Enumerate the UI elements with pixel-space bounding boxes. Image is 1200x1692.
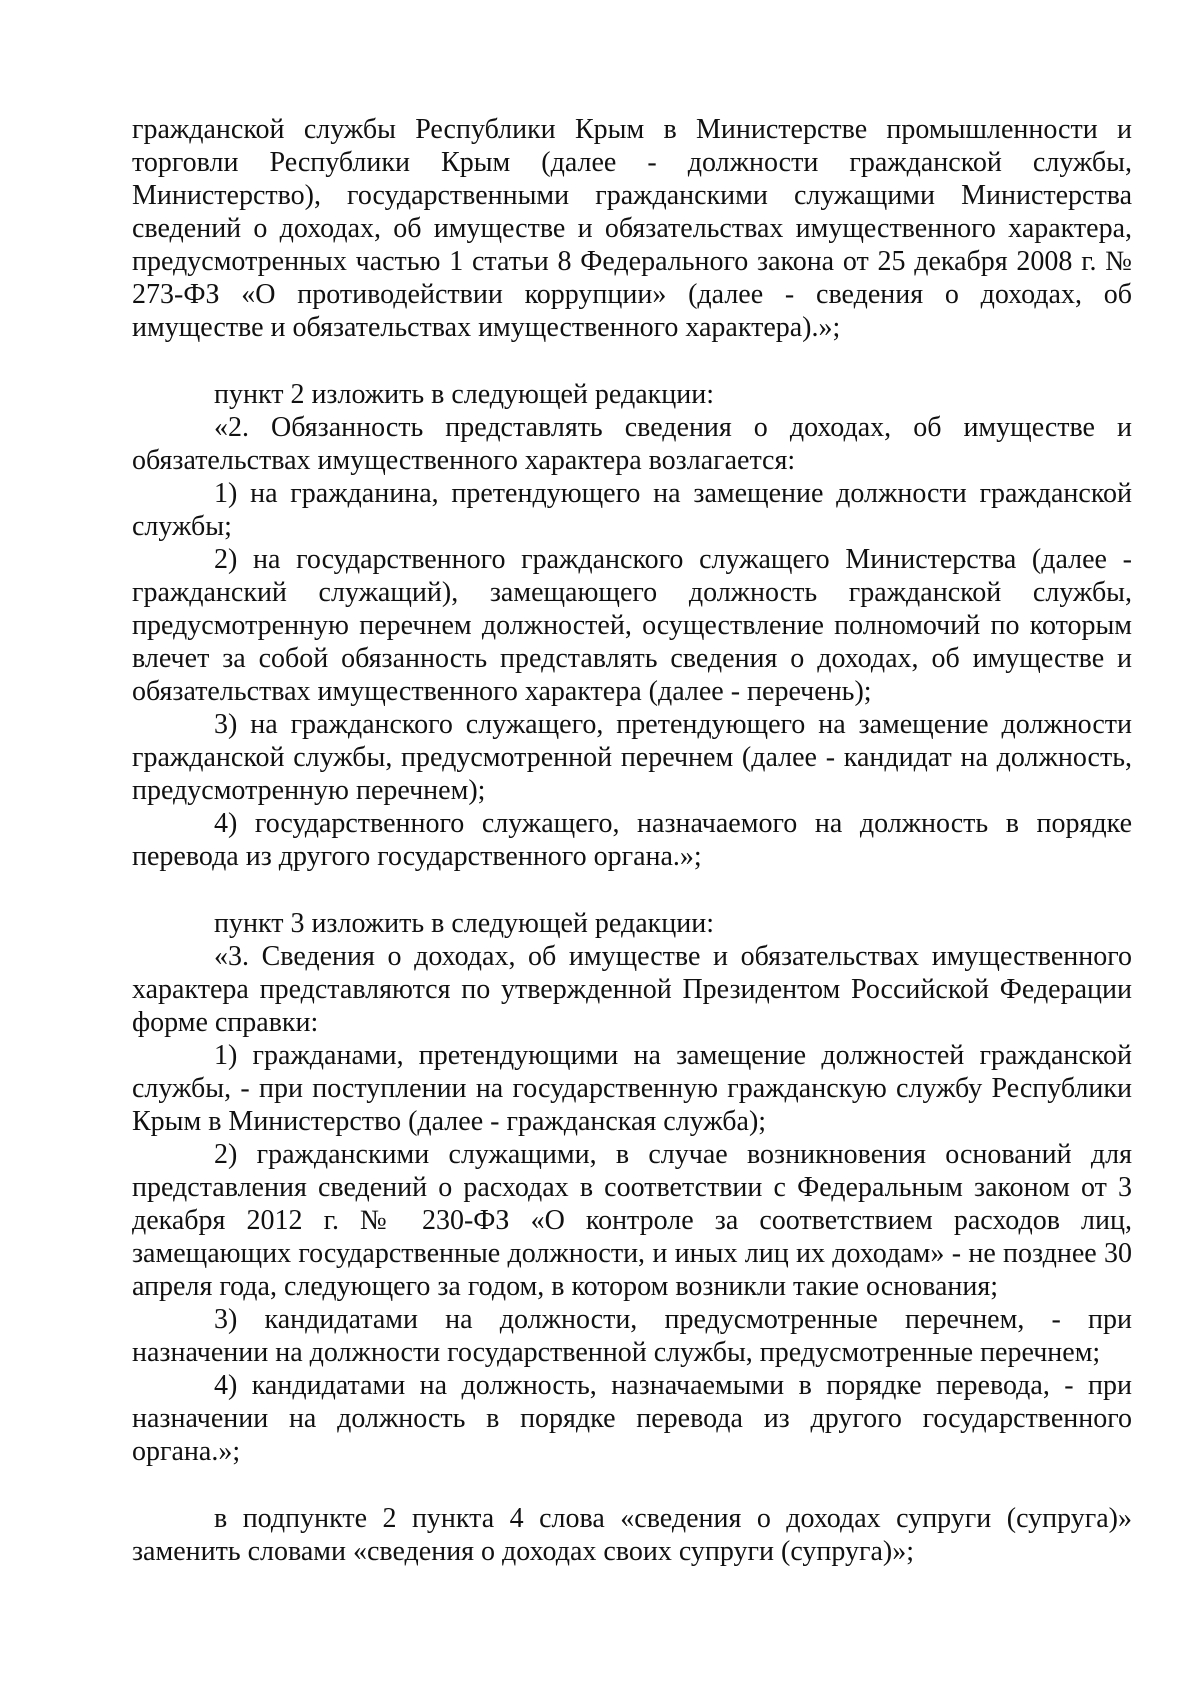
- paragraph-point-3-item-3: 3) кандидатами на должности, предусмотренные перечнем, - при назначении на должности государственной службы, предусмотренные перечнем;: [132, 1304, 1132, 1368]
- paragraph-point-3-text: «3. Сведения о доходах, об имуществе и обязательствах имущественного характера представляются по утвержденной Президентом Российской Федерации форме справки:: [132, 941, 1132, 1038]
- paragraph-point-3-item-4: 4) кандидатами на должность, назначаемыми в порядке перевода, - при назначении на должность в порядке перевода из другого государственного органа.»;: [132, 1370, 1132, 1467]
- paragraph-amend-point-4: в подпункте 2 пункта 4 слова «сведения о доходах супруги (супруга)» заменить словами «сведения о доходах своих супруги (супруга)»;: [132, 1503, 1132, 1567]
- paragraph-point-3-item-2: 2) гражданскими служащими, в случае возникновения оснований для представления сведений о расходах в соответствии с Федеральным законом от 3 декабря 2012 г. № 230-ФЗ «О контроле за соответствием расходов лиц, замещающих государственные должности, и иных лиц их доходам» - не позднее 30 апреля года, следующего за годом, в котором возникли такие основания;: [132, 1139, 1132, 1302]
- paragraph-continuation: гражданской службы Республики Крым в Министерстве промышленности и торговли Республики Крым (далее - должности гражданской службы, Министерство), государственными гражданскими служащими Министерства сведений о доходах, об имуществе и обязательствах имущественного характера, предусмотренных частью 1 статьи 8 Федерального закона от 25 декабря 2008 г. № 273-ФЗ «О противодействии коррупции» (далее - сведения о доходах, об имуществе и обязательствах имущественного характера).»;: [132, 114, 1132, 343]
- paragraph-point-2-item-2: 2) на государственного гражданского служащего Министерства (далее - гражданский служащий), замещающего должность гражданской службы, предусмотренную перечнем должностей, осуществление полномочий по которым влечет за собой обязанность представлять сведения о доходах, об имуществе и обязательствах имущественного характера (далее - перечень);: [132, 544, 1132, 707]
- paragraph-amend-point-3: пункт 3 изложить в следующей редакции:: [214, 908, 714, 939]
- paragraph-point-2-item-4: 4) государственного служащего, назначаемого на должность в порядке перевода из другого государственного органа.»;: [132, 808, 1132, 872]
- paragraph-point-3-item-1: 1) гражданами, претендующими на замещение должностей гражданской службы, - при поступлении на государственную гражданскую службу Республики Крым в Министерство (далее - гражданская служба);: [132, 1040, 1132, 1137]
- document-page: [132, 113, 1132, 1568]
- paragraph-point-2-text: «2. Обязанность представлять сведения о доходах, об имуществе и обязательствах имущественного характера возлагается:: [132, 412, 1132, 476]
- paragraph-point-2-item-1: 1) на гражданина, претендующего на замещение должности гражданской службы;: [132, 478, 1132, 542]
- paragraph-point-2-item-3: 3) на гражданского служащего, претендующего на замещение должности гражданской службы, предусмотренной перечнем (далее - кандидат на должность, предусмотренную перечнем);: [132, 709, 1132, 806]
- paragraph-amend-point-2: пункт 2 изложить в следующей редакции:: [214, 379, 714, 410]
